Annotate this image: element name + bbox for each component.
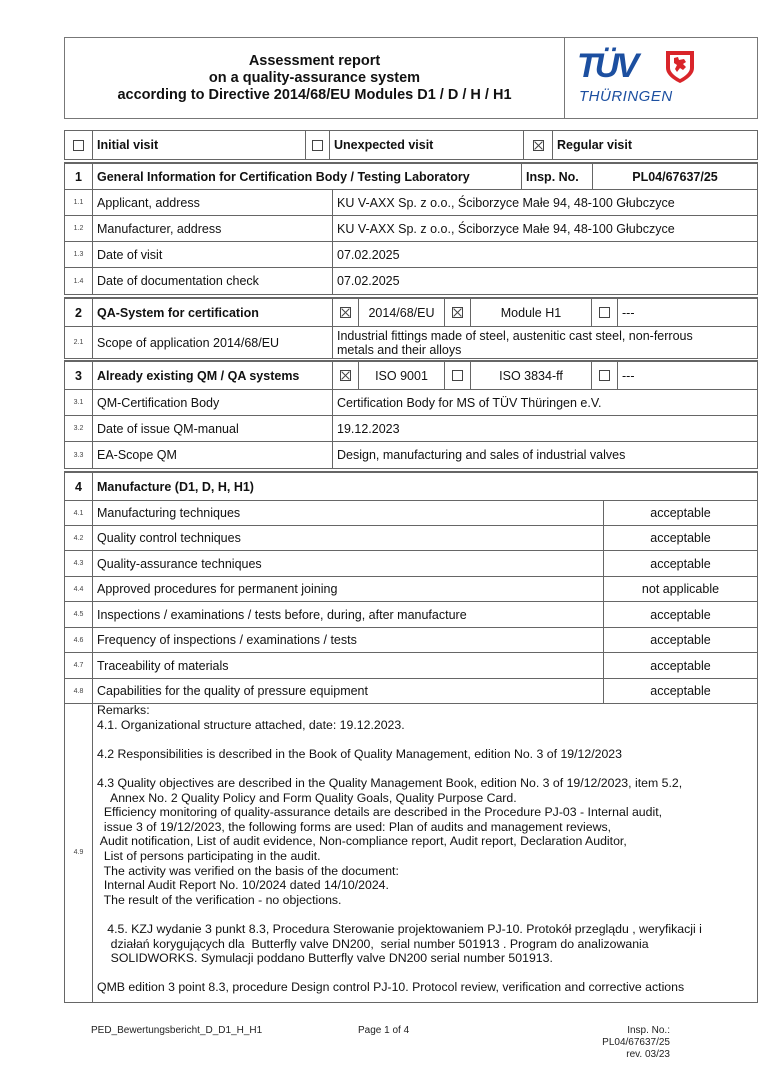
section-2-header — [64, 297, 758, 327]
row-value: Design, manufacturing and sales of industrial valves — [332, 442, 757, 468]
remarks-line: 4.1. Organizational structure attached, date: 19.12.2023. — [97, 717, 405, 732]
option-2014-68-eu-checkbox[interactable] — [340, 307, 351, 318]
row-label: Manufacturing techniques — [92, 501, 603, 525]
option-iso-3834-checkbox[interactable] — [452, 370, 463, 381]
initial-visit-checkbox[interactable] — [73, 140, 84, 151]
row-value: KU V-AXX Sp. z o.o., Ściborzyce Małe 94, 48-100 Głubczyce — [332, 216, 757, 241]
remarks-body — [92, 703, 757, 1002]
row-status: acceptable — [603, 602, 757, 627]
remarks-line: The result of the verification - no objections. — [97, 892, 342, 907]
remarks-line: issue 3 of 19/12/2023, the following forms are used: Plan of audits and management reviews, — [97, 819, 612, 834]
tuv-thuringen-logo — [565, 38, 757, 118]
remarks-line — [97, 732, 757, 747]
option-iso-9001-checkbox[interactable] — [340, 370, 351, 381]
row-value: 19.12.2023 — [332, 416, 757, 441]
remarks-line: Internal Audit Report No. 10/2024 dated 14/10/2024. — [97, 878, 389, 893]
row-4-3 — [64, 551, 758, 577]
report-header — [64, 37, 758, 119]
initial-visit-checkbox-cell[interactable] — [65, 131, 92, 159]
value-line: Industrial fittings made of steel, austenitic cast steel, non-ferrous — [337, 328, 693, 343]
insp-no-value: PL04/67637/25 — [592, 164, 757, 189]
visit-type-row — [64, 130, 758, 160]
row-4-4 — [64, 577, 758, 602]
footer-page-number: Page 1 of 4 — [358, 1025, 410, 1036]
option-iso-9001-checkbox-cell[interactable] — [332, 362, 358, 389]
option-other-checkbox-cell[interactable] — [591, 299, 617, 326]
row-number: 2.1 — [73, 339, 84, 346]
section-title: QA-System for certification — [92, 299, 332, 326]
row-number: 4.6 — [73, 636, 84, 644]
option-label: 2014/68/EU — [358, 299, 444, 326]
row-number: 1.4 — [73, 277, 84, 285]
option-label: ISO 9001 — [358, 362, 444, 389]
report-title — [65, 38, 565, 118]
unexpected-visit-label: Unexpected visit — [329, 131, 523, 159]
row-status: acceptable — [603, 653, 757, 678]
title-line: Assessment report — [248, 52, 381, 69]
row-number: 3.3 — [73, 451, 84, 459]
row-4-5 — [64, 602, 758, 628]
row-1-1 — [64, 190, 758, 216]
remarks-line: Annex No. 2 Quality Policy and Form Quality Goals, Quality Purpose Card. — [97, 790, 517, 805]
row-number: 1.2 — [73, 225, 84, 232]
remarks-4-9 — [64, 703, 758, 1003]
row-number: 4.2 — [73, 534, 84, 542]
row-number: 1.1 — [73, 199, 84, 206]
row-number: 4.7 — [73, 662, 84, 669]
title-line: on a quality-assurance system — [208, 69, 421, 86]
section-title: Already existing QM / QA systems — [92, 362, 332, 389]
row-value: 07.02.2025 — [332, 268, 757, 294]
option-iso-3834-checkbox-cell[interactable] — [444, 362, 470, 389]
remarks-line: Remarks: — [97, 703, 150, 717]
remarks-line: List of persons participating in the audit. — [97, 848, 321, 863]
row-4-8 — [64, 679, 758, 704]
row-label: Quality control techniques — [92, 526, 603, 550]
row-4-2 — [64, 526, 758, 551]
row-1-4 — [64, 268, 758, 295]
row-label: Applicant, address — [92, 190, 332, 215]
section-title: Manufacture (D1, D, H, H1) — [92, 473, 757, 500]
row-status: acceptable — [603, 501, 757, 525]
logo-brand: TÜV — [577, 47, 636, 85]
remarks-line: 4.3 Quality objectives are described in the Quality Management Book, edition No. 3 of 19/12/2023, item 5.2, — [97, 775, 683, 790]
remarks-line: Audit notification, List of audit evidence, Non-compliance report, Audit report, Declaration Auditor, — [97, 834, 627, 849]
row-value — [332, 327, 757, 358]
row-1-3 — [64, 242, 758, 268]
row-label: Traceability of materials — [92, 653, 603, 678]
option-other-checkbox-cell[interactable] — [591, 362, 617, 389]
footer-insp-no — [560, 1025, 670, 1061]
row-3-3 — [64, 442, 758, 469]
row-label: Frequency of inspections / examinations / tests — [92, 628, 603, 652]
regular-visit-checkbox-cell[interactable] — [523, 131, 552, 159]
option-label: ISO 3834-ff — [470, 362, 591, 389]
row-value: 07.02.2025 — [332, 242, 757, 267]
remarks-line: działań korygujących dla Butterfly valve DN200, serial number 501913 . Program do analizowania — [97, 936, 649, 951]
row-label: Scope of application 2014/68/EU — [92, 327, 332, 358]
row-4-7 — [64, 653, 758, 679]
row-4-1 — [64, 501, 758, 526]
option-2014-68-eu-checkbox-cell[interactable] — [332, 299, 358, 326]
initial-visit-label: Initial visit — [92, 131, 305, 159]
remarks-line — [97, 966, 757, 981]
row-3-1 — [64, 390, 758, 416]
row-number: 3.1 — [73, 399, 84, 406]
coat-of-arms-icon — [665, 50, 695, 84]
row-label: EA-Scope QM — [92, 442, 332, 468]
row-value: Certification Body for MS of TÜV Thüringen e.V. — [332, 390, 757, 415]
unexpected-visit-checkbox[interactable] — [312, 140, 323, 151]
row-label: Approved procedures for permanent joining — [92, 577, 603, 601]
section-number: 4 — [75, 479, 82, 494]
row-number: 4.8 — [73, 687, 84, 695]
row-number: 3.2 — [73, 425, 84, 432]
row-number: 4.9 — [73, 849, 84, 856]
logo-region: THÜRINGEN — [579, 88, 673, 105]
option-label: Module H1 — [470, 299, 591, 326]
row-label: Quality-assurance techniques — [92, 551, 603, 576]
section-3-header — [64, 360, 758, 390]
row-status: not applicable — [603, 577, 757, 601]
remarks-line: Efficiency monitoring of quality-assurance details are described in the Procedure PJ-03 - Internal audit, — [97, 805, 663, 820]
section-4-header — [64, 471, 758, 501]
regular-visit-label: Regular visit — [552, 131, 757, 159]
row-number: 1.3 — [73, 251, 84, 258]
section-number: 1 — [75, 169, 82, 184]
option-other-checkbox[interactable] — [599, 370, 610, 381]
unexpected-visit-checkbox-cell[interactable] — [305, 131, 329, 159]
row-label: Date of visit — [92, 242, 332, 267]
remarks-line: SOLIDWORKS. Symulacji poddano Butterfly valve DN200 serial number 501913. — [97, 951, 553, 966]
row-1-2 — [64, 216, 758, 242]
row-label: Date of documentation check — [92, 268, 332, 294]
section-number: 2 — [75, 305, 82, 320]
remarks-line: QMB edition 3 point 8.3, procedure Design control PJ-10. Protocol review, verification and corrective actions — [97, 980, 685, 995]
regular-visit-checkbox[interactable] — [533, 140, 544, 151]
remarks-line — [97, 907, 757, 922]
row-4-6 — [64, 628, 758, 653]
title-line: according to Directive 2014/68/EU Modules D1 / D / H / H1 — [117, 86, 512, 103]
row-label: Date of issue QM-manual — [92, 416, 332, 441]
option-label: --- — [617, 299, 757, 326]
row-number: 4.3 — [73, 560, 84, 567]
remarks-line: 4.5. KZJ wydanie 3 punkt 8.3, Procedura Sterowanie projektowaniem PJ-10. Protokół przeglądu , weryfikacji i — [97, 921, 702, 936]
row-label: Manufacturer, address — [92, 216, 332, 241]
option-module-h1-checkbox[interactable] — [452, 307, 463, 318]
footer-revision: rev. 03/23 — [626, 1049, 670, 1060]
row-status: acceptable — [603, 628, 757, 652]
row-value: KU V-AXX Sp. z o.o., Ściborzyce Małe 94, 48-100 Głubczyce — [332, 190, 757, 215]
row-number: 4.1 — [73, 509, 84, 517]
row-3-2 — [64, 416, 758, 442]
value-line: metals and their alloys — [337, 342, 462, 357]
row-label: Inspections / examinations / tests before, during, after manufacture — [92, 602, 603, 627]
remarks-line — [97, 761, 757, 776]
section-number: 3 — [75, 368, 82, 383]
row-status: acceptable — [603, 526, 757, 550]
row-status: acceptable — [603, 551, 757, 576]
insp-no-label: Insp. No. — [521, 164, 592, 189]
row-label: Capabilities for the quality of pressure equipment — [92, 679, 603, 703]
row-label: QM-Certification Body — [92, 390, 332, 415]
section-title: General Information for Certification Body / Testing Laboratory — [92, 164, 521, 189]
row-status: acceptable — [603, 679, 757, 703]
footer-insp-no-text: Insp. No.: PL04/67637/25 — [602, 1025, 670, 1048]
option-other-checkbox[interactable] — [599, 307, 610, 318]
row-number: 4.5 — [73, 611, 84, 618]
option-module-h1-checkbox-cell[interactable] — [444, 299, 470, 326]
section-1-header — [64, 162, 758, 190]
footer-template-name: PED_Bewertungsbericht_D_D1_H_H1 — [91, 1025, 263, 1036]
remarks-line: 4.2 Responsibilities is described in the Book of Quality Management, edition No. 3 of 19/12/2023 — [97, 746, 622, 761]
option-label: --- — [617, 362, 757, 389]
remarks-line: The activity was verified on the basis of the document: — [97, 863, 399, 878]
row-number: 4.4 — [73, 585, 84, 593]
row-2-1 — [64, 327, 758, 359]
